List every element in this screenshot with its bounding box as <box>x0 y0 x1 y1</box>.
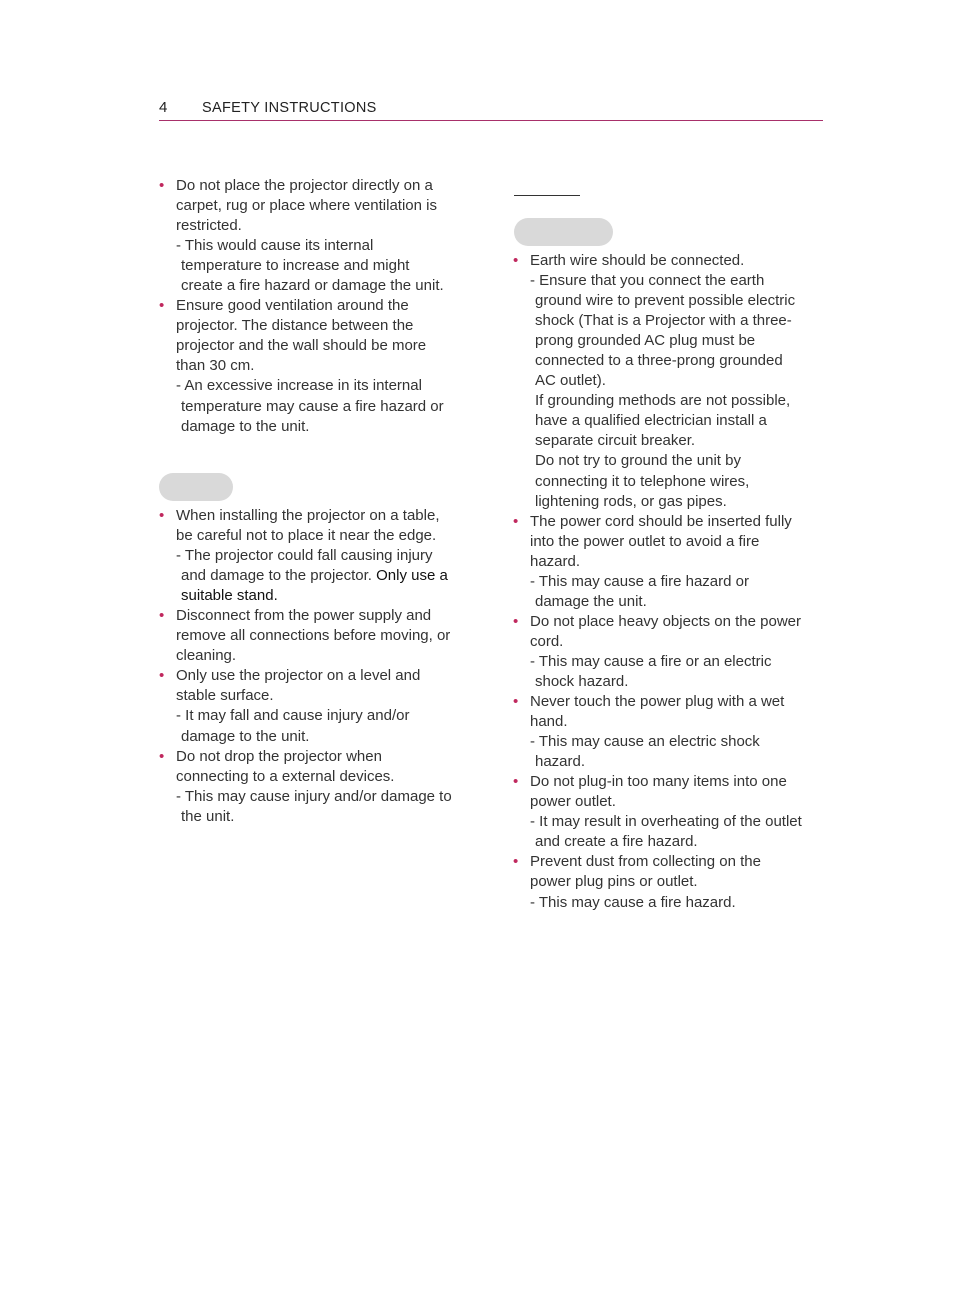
list-item <box>513 612 805 692</box>
bullet-icon: • <box>159 667 165 685</box>
bullet-icon: • <box>159 607 165 625</box>
bullet-icon: • <box>159 177 165 194</box>
item-subtext-strong: Only use a suitable stand. <box>181 567 448 605</box>
list-item <box>159 176 455 296</box>
list-item <box>513 512 805 612</box>
bullet-icon: • <box>513 853 519 871</box>
item-subtext: - It may result in overheating of the outlet and create a fire hazard. <box>530 813 802 851</box>
item-subtext: - This may cause a fire hazard or damage the unit. <box>530 572 749 610</box>
bullet-icon: • <box>159 297 165 315</box>
bullet-icon: • <box>513 693 519 711</box>
page-header <box>159 99 823 121</box>
list-item <box>159 666 455 746</box>
bullet-icon: • <box>159 507 165 524</box>
item-subtext-main: - The projector could fall causing injury and damage to the projector. <box>176 547 433 585</box>
bullet-icon: • <box>513 773 519 791</box>
item-subtext: - This would cause its internal temperature to increase and might create a fire hazard or damage the unit. <box>176 237 444 295</box>
item-text: Do not place heavy objects on the power cord. <box>530 612 802 650</box>
item-subtext: - This may cause injury and/or damage to the unit. <box>176 787 452 825</box>
item-subtext: - This may cause a fire hazard. <box>530 893 736 911</box>
item-text: Disconnect from the power supply and remove all connections before moving, or cleaning. <box>176 607 451 665</box>
list-item <box>513 692 805 772</box>
section-title: SAFETY INSTRUCTIONS <box>202 100 377 116</box>
item-subtext-continued: Do not try to ground the unit by connecting it to telephone wires, lightening rods, or gas pipes. <box>535 452 750 510</box>
item-text: Never touch the power plug with a wet hand. <box>530 693 785 731</box>
list-item <box>159 296 455 436</box>
left-column-bottom <box>159 506 455 827</box>
section-label-pill <box>159 473 233 501</box>
item-text: Prevent dust from collecting on the power plug pins or outlet. <box>530 853 761 891</box>
item-subtext-continued: If grounding methods are not possible, have a qualified electrician install a separate circuit breaker. <box>535 392 791 450</box>
item-subtext: - An excessive increase in its internal temperature may cause a fire hazard or damage to the unit. <box>176 377 444 435</box>
list-item <box>513 772 805 852</box>
bullet-icon: • <box>513 252 519 269</box>
right-column <box>513 251 805 913</box>
bullet-icon: • <box>159 747 165 765</box>
item-subtext: - This may cause a fire or an electric shock hazard. <box>530 652 772 690</box>
item-text: Ensure good ventilation around the projector. The distance between the projector and the wall should be more than 30 cm. <box>176 297 427 375</box>
item-text: Do not plug-in too many items into one power outlet. <box>530 773 787 811</box>
item-text: When installing the projector on a table, be careful not to place it near the edge. <box>176 507 440 545</box>
item-text: Earth wire should be connected. <box>530 252 745 269</box>
item-subtext <box>176 546 455 606</box>
item-text: Do not drop the projector when connecting to a external devices. <box>176 747 395 785</box>
bullet-icon: • <box>513 512 519 530</box>
item-subtext: - Ensure that you connect the earth ground wire to prevent possible electric shock (That is a Projector with a three-prong grounded AC plug must be connected to a three-prong grounded AC outlet). <box>530 272 796 390</box>
item-subtext: - It may fall and cause injury and/or damage to the unit. <box>176 707 410 745</box>
left-column-top <box>159 176 455 437</box>
list-item <box>159 747 455 827</box>
bullet-icon: • <box>513 612 519 630</box>
list-item <box>513 251 805 512</box>
section-divider <box>514 195 580 196</box>
list-item <box>159 606 455 666</box>
page-number: 4 <box>159 99 168 116</box>
list-item <box>513 852 805 912</box>
item-text: The power cord should be inserted fully into the power outlet to avoid a fire hazard. <box>530 512 792 570</box>
item-text: Do not place the projector directly on a carpet, rug or place where ventilation is restricted. <box>176 177 437 235</box>
item-subtext: - This may cause an electric shock hazard. <box>530 733 760 771</box>
section-label-pill <box>514 218 613 246</box>
item-text: Only use the projector on a level and stable surface. <box>176 667 421 705</box>
list-item <box>159 506 455 606</box>
